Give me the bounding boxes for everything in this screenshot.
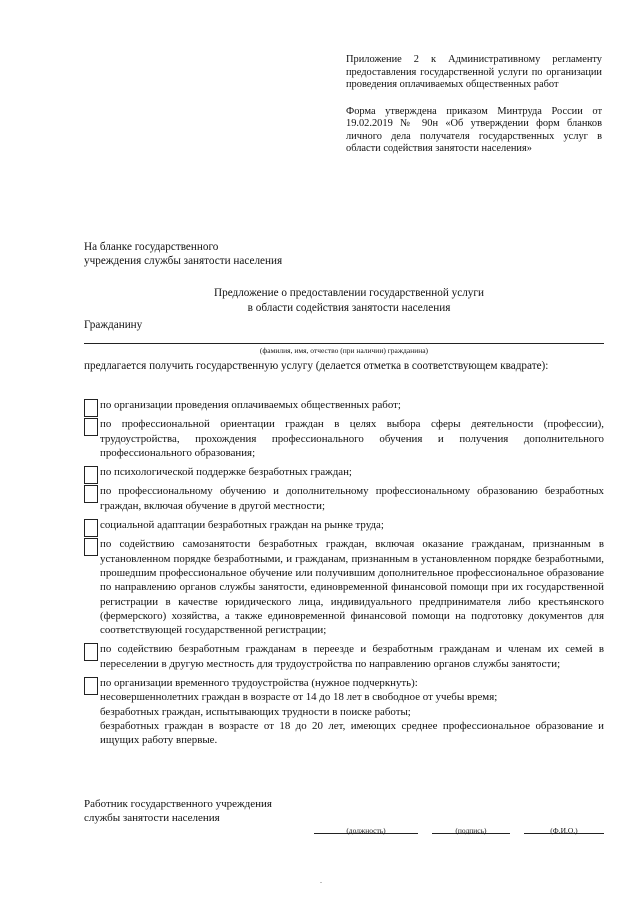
option-suboption[interactable]: безработных граждан, испытывающих трудности в поиске работы; [100,705,411,718]
document-title-line-2: в области содействия занятости населения [247,301,451,314]
option-suboption[interactable]: несовершеннолетних граждан в возрасте от 14 до 18 лет в свободное от учебы время; [100,691,498,704]
option-checkbox[interactable] [84,677,98,695]
service-option [84,398,604,412]
full-name-caption: (Ф.И.О.) [550,826,578,835]
document-title-line-1: Предложение о предоставлении государственной услуги [214,287,484,299]
worker-line-1: Работник государственного учреждения [84,798,272,810]
option-text: по организации проведения оплачиваемых общественных работ; [100,399,401,411]
option-checkbox[interactable] [84,538,98,556]
option-suboption[interactable]: безработных граждан в возрасте от 18 до 20 лет, имеющих среднее профессиональное образование и ищущих работу впервые. [100,719,604,747]
blank-note-line-2: учреждения службы занятости населения [84,255,283,267]
option-checkbox[interactable] [84,399,98,417]
option-text: по содействию самозанятости безработных граждан, включая оказание гражданам, признанным в установленном порядке безработными, и гражданам, признанным в установленном порядке безработными, прошедшим профессиональное обучение или получившим дополнительное профессиональное образование по направлению органов службы занятости, единовременной финансовой помощи при их государственной регистрации в качестве юридического лица, индивидуального предпринимателя либо крестьянского (фермерского) хозяйства, а также единовременной финансовой помощи на подготовку документов для соответствующей государственной регистрации; [100,538,604,637]
service-option [84,465,604,479]
option-checkbox[interactable] [84,418,98,436]
blank-note [84,240,282,268]
citizen-name-field[interactable] [84,343,604,344]
option-text: по профессиональной ориентации граждан в целях выбора сферы деятельности (профессии), трудоустройства, прохождения профессионального обучения и получения дополнительного профессионального образования; [100,418,604,459]
option-checkbox[interactable] [84,485,98,503]
option-text: по содействию безработным гражданам в переезде и безработным гражданам и членам их семей в переселении в другую местность для трудоустройства по направлению органов службы занятости; [100,643,604,670]
worker-signature-block [84,797,272,825]
option-checkbox[interactable] [84,643,98,661]
service-options-list [84,398,604,753]
blank-note-line-1: На бланке государственного [84,241,219,253]
option-checkbox[interactable] [84,519,98,537]
service-option [84,518,604,532]
service-option [84,417,604,460]
footer-mark: . [320,876,322,885]
document-title [84,286,614,315]
service-option [84,537,604,637]
service-option-temporary-employment [84,676,604,747]
option-text: по организации временного трудоустройства (нужное подчеркнуть): [100,677,418,690]
citizen-name-caption: (фамилия, имя, отчество (при наличии) гражданина) [259,346,429,355]
option-checkbox[interactable] [84,466,98,484]
signature-caption: (подпись) [455,826,487,835]
service-option [84,642,604,671]
position-caption: (должность) [346,826,386,835]
service-option [84,484,604,513]
option-text: по профессиональному обучению и дополнительному профессиональному образованию безработных граждан, включая обучение в другой местности; [100,485,604,512]
appendix-line-form-approval: Форма утверждена приказом Минтруда России от 19.02.2019 № 90н «Об утверждении форм бланков личного дела получателя государственных услуг в области содействия занятости населения» [346,105,602,154]
option-text: по психологической поддержке безработных граждан; [100,466,352,479]
citizen-label: Гражданину [84,319,143,331]
option-text: социальной адаптации безработных граждан на рынке труда; [100,519,384,532]
worker-line-2: службы занятости населения [84,812,220,824]
appendix-header [346,54,602,156]
appendix-line-regulation: Приложение 2 к Административному регламенту предоставления государственной услуги по организации проведения оплачиваемых общественных работ [346,54,602,90]
intro-text: предлагается получить государственную услугу (делается отметка в соответствующем квадрате): [84,360,549,372]
